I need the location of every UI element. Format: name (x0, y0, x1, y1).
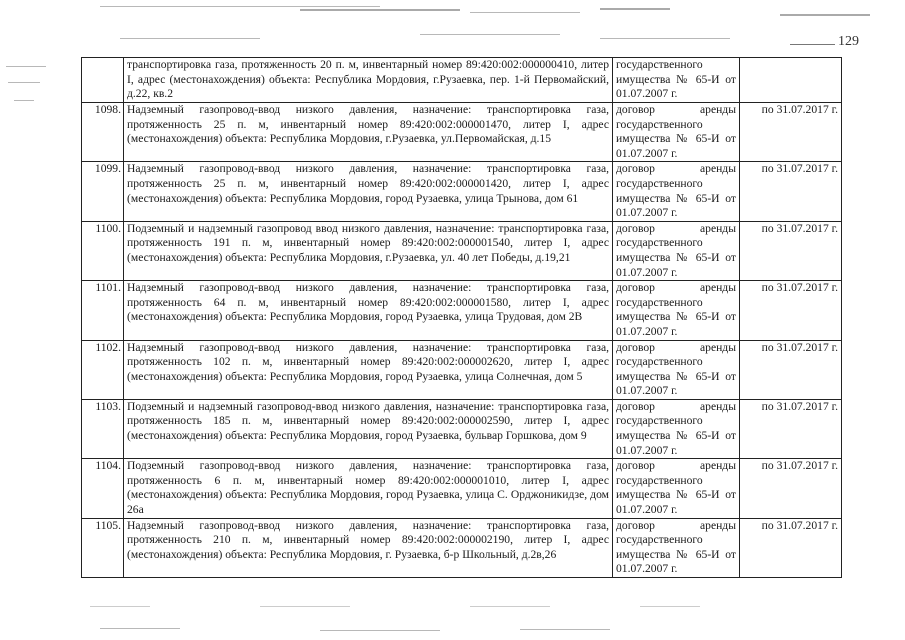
table-row (82, 221, 842, 280)
scan-line (600, 8, 670, 10)
row-number: 1098. (82, 103, 124, 162)
row-document: договор аренды государственного имущества № 65-И от 01.07.2007 г. (613, 221, 740, 280)
page-number-rule (790, 44, 835, 45)
scan-line (470, 606, 550, 607)
row-number: 1100. (82, 221, 124, 280)
row-term: по 31.07.2017 г. (740, 459, 842, 518)
row-description: транспортировка газа, протяженность 20 п. м, инвентарный номер 89:420:002:000000410, литер I, адрес (местонахождения) объекта: Республика Мордовия, г.Рузаевка, пер. 1-й Первомайский, д.22, кв.2 (124, 58, 613, 103)
table-row (82, 58, 842, 103)
scan-line (100, 6, 380, 7)
table-row (82, 281, 842, 340)
row-document: государственного имущества № 65-И от 01.07.2007 г. (613, 58, 740, 103)
table-row (82, 518, 842, 577)
row-term: по 31.07.2017 г. (740, 103, 842, 162)
row-number: 1104. (82, 459, 124, 518)
row-document: договор аренды государственного имущества № 65-И от 01.07.2007 г. (613, 281, 740, 340)
property-table (81, 57, 842, 578)
table-row (82, 103, 842, 162)
row-description: Надземный газопровод-ввод низкого давления, назначение: транспортировка газа, протяженность 25 п. м, инвентарный номер 89:420:002:000001470, литер I, адрес (местонахождения) объекта: Республика Мордовия, г.Рузаевка, ул.Первомайская, д.15 (124, 103, 613, 162)
row-description: Подземный и надземный газопровод-ввод низкого давления, назначение: транспортировка газа, протяженность 185 п. м, инвентарный номер 89:420:002:000002590, литер I, адрес (местонахождения) объекта: Республика Мордовия, город Рузаевка, бульвар Горшкова, дом 9 (124, 399, 613, 458)
scan-line (8, 82, 40, 83)
scan-line (420, 34, 560, 35)
row-document: договор аренды государственного имущества № 65-И от 01.07.2007 г. (613, 162, 740, 221)
scan-line (320, 630, 440, 631)
row-term: по 31.07.2017 г. (740, 281, 842, 340)
scan-line (600, 38, 730, 39)
row-description: Надземный газопровод-ввод низкого давления, назначение: транспортировка газа, протяженность 102 п. м, инвентарный номер 89:420:002:000002620, литер I, адрес (местонахождения) объекта: Республика Мордовия, город Рузаевка, улица Солнечная, дом 5 (124, 340, 613, 399)
row-term: по 31.07.2017 г. (740, 221, 842, 280)
scan-line (90, 606, 150, 607)
row-term: по 31.07.2017 г. (740, 399, 842, 458)
table-row (82, 162, 842, 221)
row-document: договор аренды государственного имущества № 65-И от 01.07.2007 г. (613, 459, 740, 518)
page-number: 129 (838, 34, 859, 49)
row-number: 1099. (82, 162, 124, 221)
table-row (82, 340, 842, 399)
row-term: по 31.07.2017 г. (740, 162, 842, 221)
scan-line (470, 12, 580, 13)
scan-line (520, 629, 610, 630)
row-description: Подземный газопровод-ввод низкого давления, назначение: транспортировка газа, протяженность 6 п. м, инвентарный номер 89:420:002:000001010, литер I, адрес (местонахождения) объекта: Республика Мордовия, город Рузаевка, улица С. Орджоникидзе, дом 26а (124, 459, 613, 518)
scan-line (14, 100, 34, 101)
row-document: договор аренды государственного имущества № 65-И от 01.07.2007 г. (613, 518, 740, 577)
scan-line (120, 38, 260, 39)
table-row (82, 399, 842, 458)
scan-line (260, 606, 350, 607)
scan-line (100, 628, 180, 629)
scan-line (6, 66, 46, 67)
row-description: Надземный газопровод-ввод низкого давления, назначение: транспортировка газа, протяженность 210 п. м, инвентарный номер 89:420:002:000002190, литер I, адрес (местонахождения) объекта: Республика Мордовия, г. Рузаевка, б-р Школьный, д.2в,26 (124, 518, 613, 577)
row-description: Надземный газопровод-ввод низкого давления, назначение: транспортировка газа, протяженность 64 п. м, инвентарный номер 89:420:002:000001580, литер I, адрес (местонахождения) объекта: Республика Мордовия, город Рузаевка, улица Трудовая, дом 2В (124, 281, 613, 340)
row-number: 1105. (82, 518, 124, 577)
row-document: договор аренды государственного имущества № 65-И от 01.07.2007 г. (613, 340, 740, 399)
row-number: 1102. (82, 340, 124, 399)
row-number (82, 58, 124, 103)
scan-line (640, 606, 700, 607)
row-term: по 31.07.2017 г. (740, 518, 842, 577)
row-number: 1101. (82, 281, 124, 340)
row-document: договор аренды государственного имущества № 65-И от 01.07.2007 г. (613, 103, 740, 162)
row-number: 1103. (82, 399, 124, 458)
scan-line (780, 14, 870, 16)
row-term: по 31.07.2017 г. (740, 340, 842, 399)
row-description: Подземный и надземный газопровод ввод низкого давления, назначение: транспортировка газа, протяженность 191 п. м, инвентарный номер 89:420:002:000001540, литер I, адрес (местонахождения) объекта: Республика Мордовия, г.Рузаевка, ул. 40 лет Победы, д.19,21 (124, 221, 613, 280)
row-description: Надземный газопровод-ввод низкого давления, назначение: транспортировка газа, протяженность 25 п. м, инвентарный номер 89:420:002:000001420, литер I, адрес (местонахождения) объекта: Республика Мордовия, город Рузаевка, улица Трынова, дом 61 (124, 162, 613, 221)
table-row (82, 459, 842, 518)
row-document: договор аренды государственного имущества № 65-И от 01.07.2007 г. (613, 399, 740, 458)
scan-line (300, 9, 460, 11)
row-term (740, 58, 842, 103)
